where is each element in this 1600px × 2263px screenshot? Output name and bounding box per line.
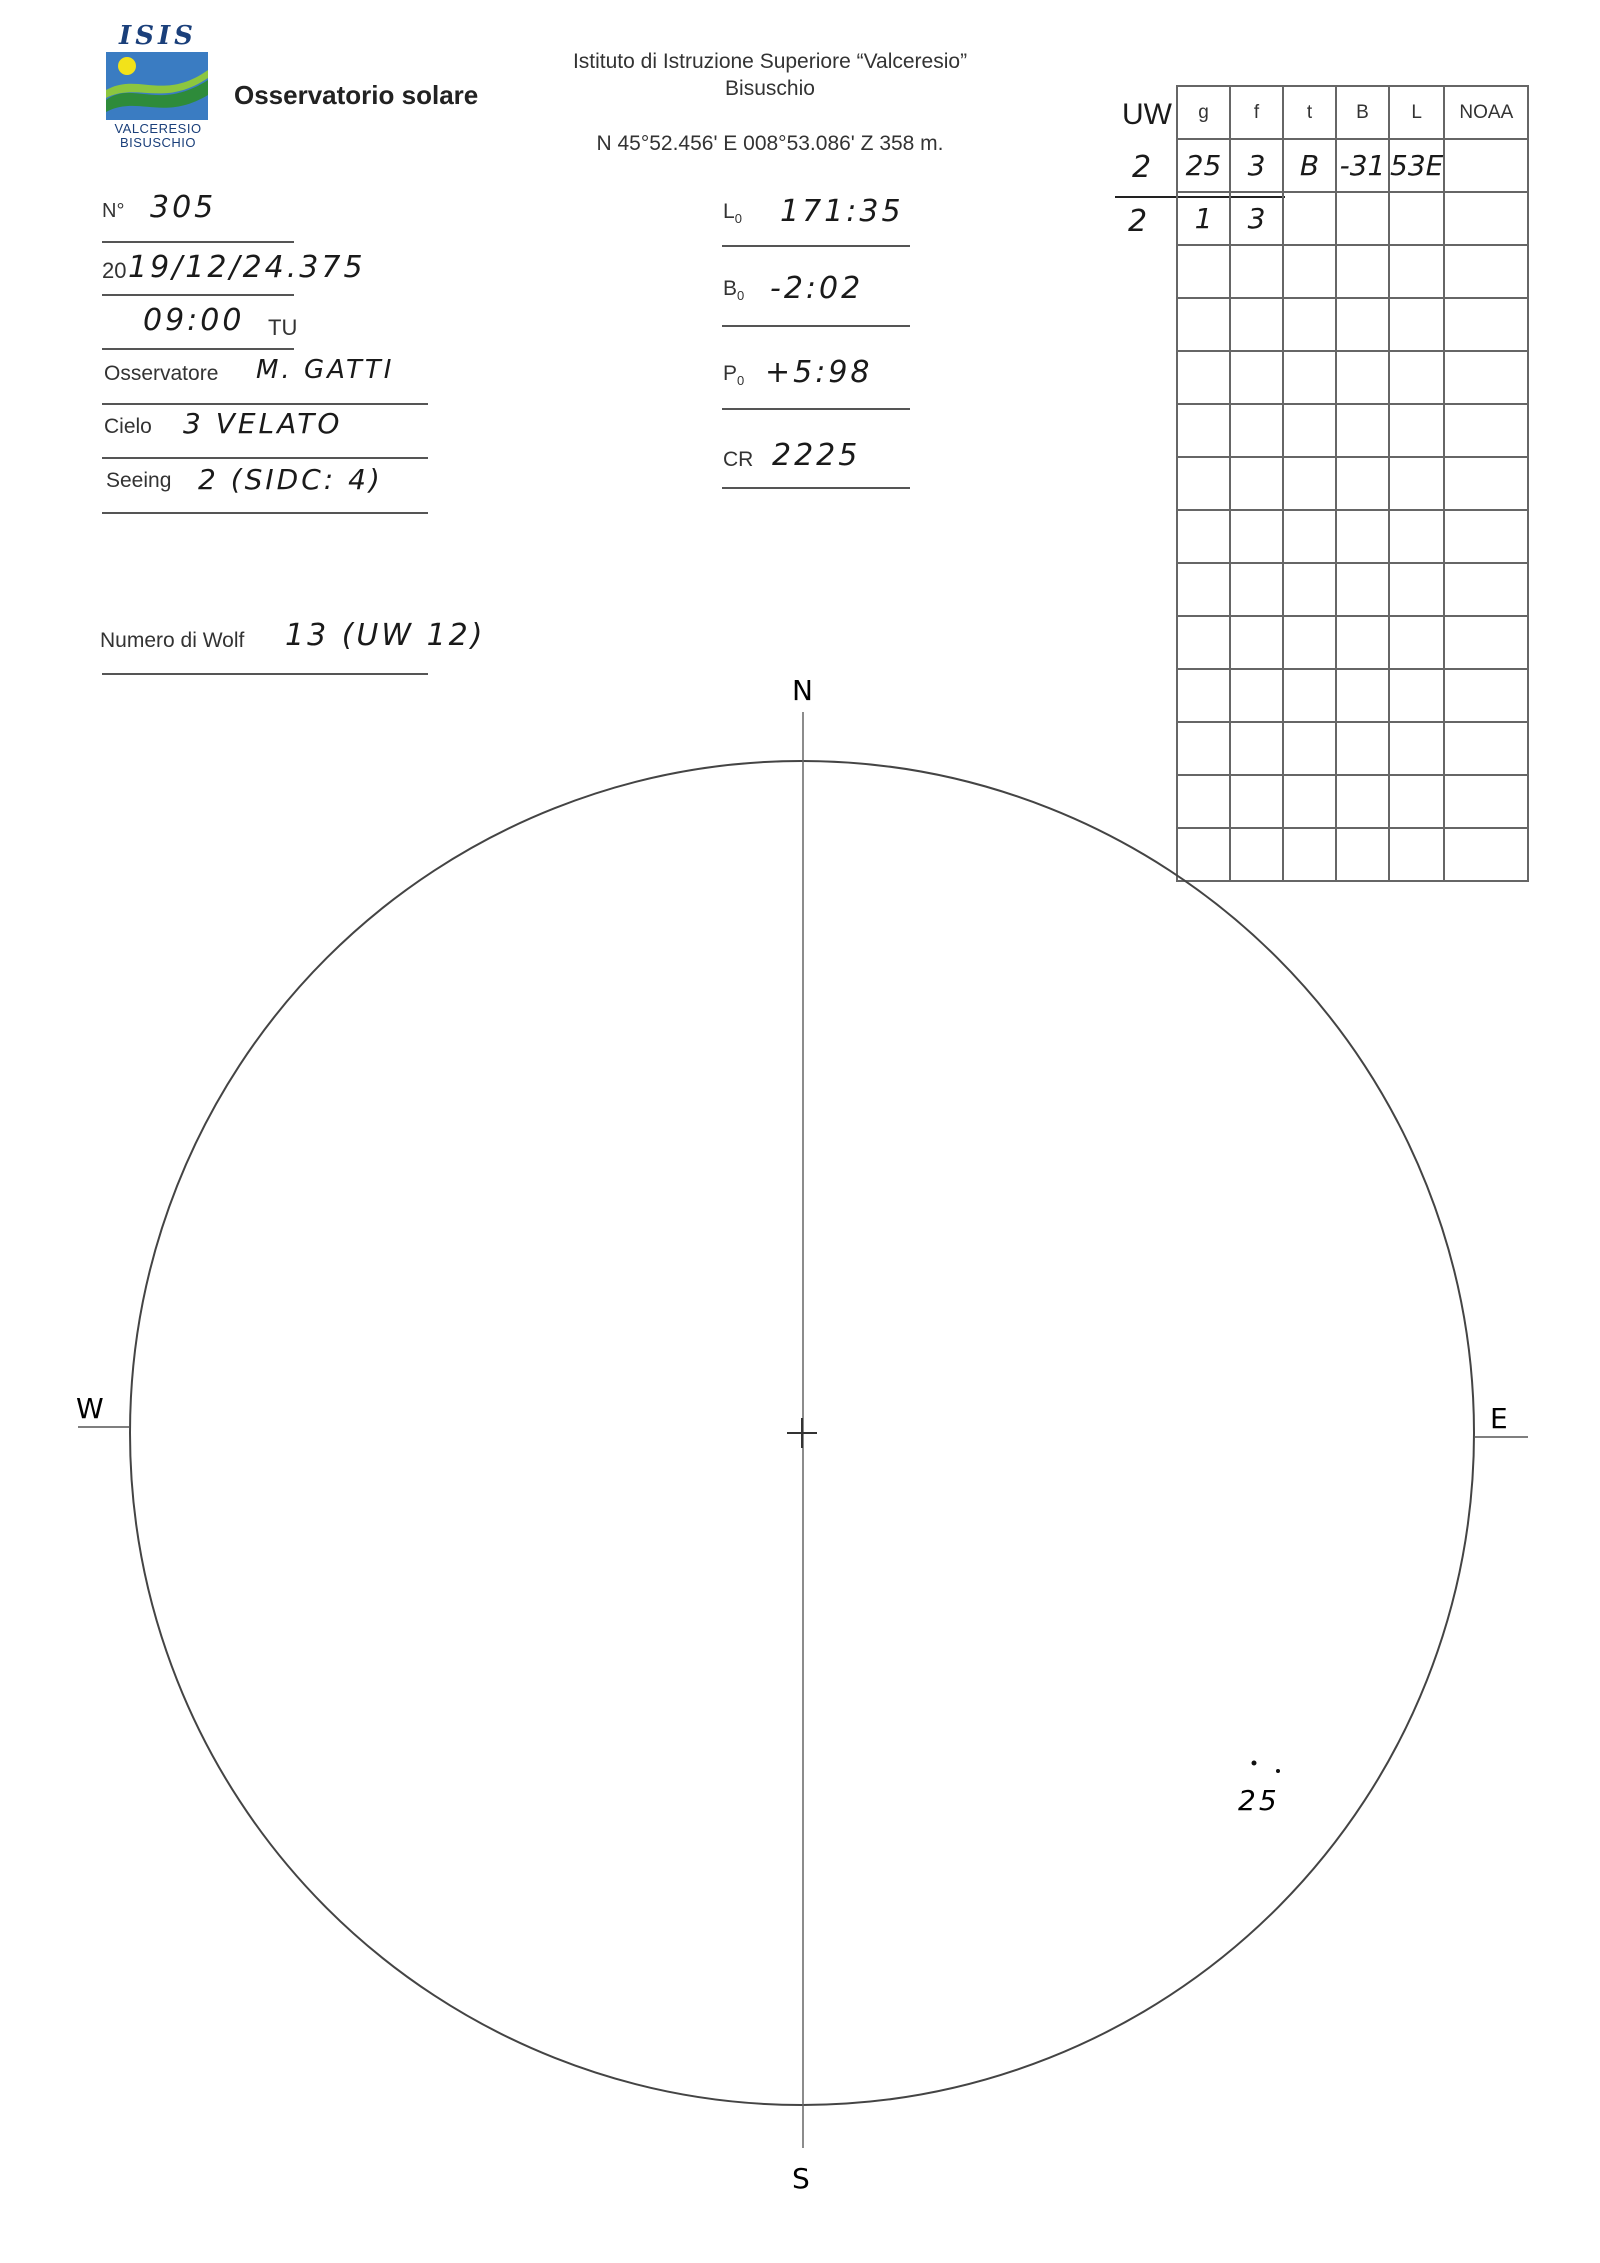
p0-letter: P [723,362,738,385]
cr-label: CR [723,448,754,471]
observatory-coordinates: N 45°52.456' E 008°53.086' Z 358 m. [596,132,944,155]
sunspot [1276,1769,1280,1773]
date-prefix: 20 [102,258,127,283]
uw-value-row1: 2 [1132,150,1152,185]
group-label: 25 [1238,1784,1280,1817]
l0-subscript: 0 [734,211,742,227]
cr-value: 2225 [772,438,861,473]
institute-name: Istituto di Istruzione Superiore “Valceresio” [572,50,968,73]
b0-letter: B [723,277,738,300]
l0-letter: L [723,200,735,223]
cell-l: 53E [1389,139,1444,192]
header-t: t [1283,86,1336,139]
seeing-label: Seeing [106,469,172,492]
uw-value-row2: 2 [1128,204,1148,239]
south-label: S [792,2162,810,2195]
cell-g: 1 [1177,192,1230,245]
north-label: N [792,674,813,707]
b0-value: -2:02 [770,271,864,306]
header-f: f [1230,86,1283,139]
wolf-label: Numero di Wolf [100,629,245,652]
observer-label: Osservatore [104,362,219,385]
institute-town: Bisuschio [725,77,815,100]
logo-text: ISIS [119,21,197,51]
cell-g: 25 [1177,139,1230,192]
header-g: g [1177,86,1230,139]
p0-value: +5:98 [765,355,873,390]
l0-value: 171:35 [780,194,904,229]
cell-t: B [1283,139,1336,192]
time-unit: TU [268,315,298,340]
header-noaa: NOAA [1444,86,1528,139]
header-b: B [1336,86,1389,139]
time-value: 09:00 [143,303,245,338]
cell-b: -31 [1336,139,1389,192]
date-value: 19/12/24.375 [128,250,366,285]
p0-subscript: 0 [737,373,745,389]
b0-subscript: 0 [737,288,745,304]
east-label: E [1490,1402,1508,1435]
number-value: 305 [150,190,217,225]
wolf-value: 13 (UW 12) [285,618,486,653]
sky-label: Cielo [104,415,152,438]
seeing-value: 2 (SIDC: 4) [198,463,383,496]
header-l: L [1389,86,1444,139]
number-label: N° [102,200,125,222]
cell-f: 3 [1230,192,1283,245]
west-label: W [76,1392,104,1425]
sunspot [1252,1761,1257,1766]
sky-value: 3 VELATO [183,407,343,440]
logo-subtitle-1: VALCERESIO [114,121,202,136]
logo-subtitle-2: BISUSCHIO [119,135,196,150]
observer-value: M. GATTI [256,355,395,385]
page-title: Osservatorio solare [234,80,479,110]
uw-header: UW [1122,98,1172,131]
cell-f: 3 [1230,139,1283,192]
